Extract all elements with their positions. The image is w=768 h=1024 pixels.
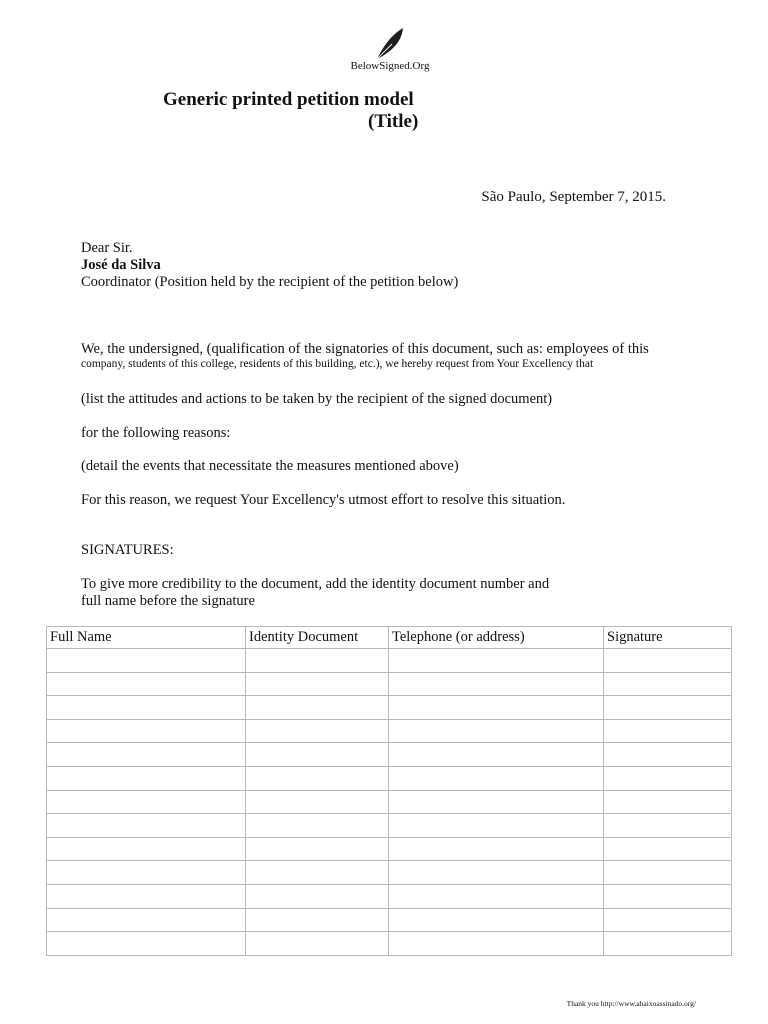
table-cell[interactable] (389, 861, 604, 885)
table-cell[interactable] (246, 814, 389, 838)
document-title-note: (Title) (368, 111, 419, 132)
table-cell[interactable] (47, 790, 246, 814)
logo (340, 26, 440, 72)
table-cell[interactable] (47, 743, 246, 767)
table-row (47, 908, 732, 932)
table-cell[interactable] (47, 884, 246, 908)
table-cell[interactable] (604, 814, 732, 838)
table-cell[interactable] (246, 672, 389, 696)
signature-table-header (47, 627, 732, 649)
table-cell[interactable] (604, 649, 732, 673)
date-line: São Paulo, September 7, 2015. (481, 189, 666, 205)
table-cell[interactable] (246, 790, 389, 814)
recipient-position: Coordinator (Position held by the recipient of the petition below) (81, 274, 459, 290)
reasons-intro: for the following reasons: (81, 425, 231, 441)
table-cell[interactable] (604, 766, 732, 790)
closing-paragraph: For this reason, we request Your Excellency's utmost effort to resolve this situation. (81, 492, 566, 508)
intro-paragraph-line2: company, students of this college, residents of this building, etc.), we hereby request from Your Excellency that (81, 358, 594, 370)
table-row (47, 743, 732, 767)
table-cell[interactable] (47, 814, 246, 838)
table-cell[interactable] (47, 837, 246, 861)
table-row (47, 837, 732, 861)
table-cell[interactable] (604, 696, 732, 720)
table-cell[interactable] (604, 861, 732, 885)
salutation: Dear Sir. (81, 240, 133, 256)
table-cell[interactable] (47, 861, 246, 885)
table-cell[interactable] (604, 743, 732, 767)
table-cell[interactable] (246, 837, 389, 861)
table-row (47, 790, 732, 814)
logo-text: BelowSigned.Org (350, 60, 430, 72)
table-row (47, 814, 732, 838)
intro-paragraph-line1: We, the undersigned, (qualification of the signatories of this document, such as: employees of this (81, 341, 649, 357)
signatures-heading: SIGNATURES: (81, 542, 174, 558)
column-header-identity-document: Identity Document (246, 627, 389, 649)
table-row (47, 861, 732, 885)
table-row (47, 696, 732, 720)
table-cell[interactable] (604, 908, 732, 932)
table-cell[interactable] (246, 908, 389, 932)
table-cell[interactable] (604, 884, 732, 908)
document-title: Generic printed petition model (163, 89, 414, 110)
table-cell[interactable] (47, 719, 246, 743)
table-row (47, 649, 732, 673)
recipient-name: José da Silva (81, 257, 161, 273)
quill-feather-icon (372, 26, 408, 62)
table-cell[interactable] (246, 743, 389, 767)
table-row (47, 884, 732, 908)
table-cell[interactable] (389, 908, 604, 932)
table-row (47, 766, 732, 790)
table-cell[interactable] (47, 672, 246, 696)
table-cell[interactable] (389, 932, 604, 956)
table-cell[interactable] (604, 790, 732, 814)
table-cell[interactable] (246, 719, 389, 743)
table-cell[interactable] (389, 814, 604, 838)
table-cell[interactable] (389, 837, 604, 861)
table-row (47, 672, 732, 696)
table-cell[interactable] (389, 790, 604, 814)
table-cell[interactable] (389, 672, 604, 696)
table-cell[interactable] (47, 932, 246, 956)
table-cell[interactable] (389, 649, 604, 673)
column-header-signature: Signature (604, 627, 732, 649)
table-cell[interactable] (47, 908, 246, 932)
table-cell[interactable] (246, 861, 389, 885)
table-cell[interactable] (47, 766, 246, 790)
table-cell[interactable] (246, 766, 389, 790)
table-cell[interactable] (389, 743, 604, 767)
column-header-telephone: Telephone (or address) (389, 627, 604, 649)
table-cell[interactable] (47, 696, 246, 720)
signatures-note-line2: full name before the signature (81, 593, 255, 609)
column-header-full-name: Full Name (47, 627, 246, 649)
table-row (47, 719, 732, 743)
table-cell[interactable] (389, 719, 604, 743)
footer-credit: Thank you http://www.abaixoassinado.org/ (566, 999, 696, 1008)
table-cell[interactable] (389, 766, 604, 790)
table-cell[interactable] (604, 837, 732, 861)
signature-table (46, 626, 732, 956)
table-cell[interactable] (246, 696, 389, 720)
table-row (47, 932, 732, 956)
table-cell[interactable] (246, 884, 389, 908)
table-cell[interactable] (604, 719, 732, 743)
signatures-note-line1: To give more credibility to the document, add the identity document number and (81, 576, 550, 592)
table-cell[interactable] (604, 672, 732, 696)
table-cell[interactable] (246, 932, 389, 956)
table-cell[interactable] (389, 884, 604, 908)
table-cell[interactable] (604, 932, 732, 956)
table-cell[interactable] (389, 696, 604, 720)
actions-placeholder: (list the attitudes and actions to be taken by the recipient of the signed document) (81, 391, 553, 407)
signature-table-body (47, 649, 732, 956)
table-cell[interactable] (246, 649, 389, 673)
table-cell[interactable] (47, 649, 246, 673)
events-placeholder: (detail the events that necessitate the measures mentioned above) (81, 458, 459, 474)
